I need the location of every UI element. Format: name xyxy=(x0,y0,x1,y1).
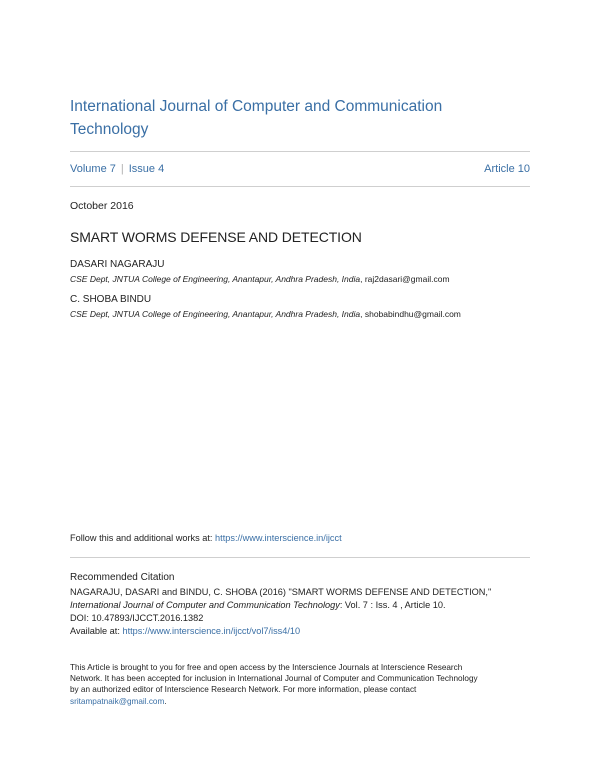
affiliation-text: CSE Dept, JNTUA College of Engineering, Anantapur, Andhra Pradesh, India xyxy=(70,309,361,319)
citation-available xyxy=(70,626,540,636)
notice-line1: This Article is brought to you for free and open access by the Interscience Journals at Interscience Research xyxy=(70,663,463,672)
citation-journal: International Journal of Computer and Communication Technology xyxy=(70,600,340,610)
author-email: , shobabindhu@gmail.com xyxy=(360,309,461,319)
author-name: DASARI NAGARAJU xyxy=(70,259,165,270)
notice-period: . xyxy=(164,696,167,706)
publication-date: October 2016 xyxy=(70,200,134,212)
article-title: SMART WORMS DEFENSE AND DETECTION xyxy=(70,229,362,245)
article-link[interactable]: Article 10 xyxy=(484,163,530,175)
issue-separator: | xyxy=(120,163,124,175)
follow-line xyxy=(70,533,342,543)
citation-heading: Recommended Citation xyxy=(70,572,175,583)
follow-text: Follow this and additional works at: xyxy=(70,533,216,543)
citation-doi: DOI: 10.47893/IJCCT.2016.1382 xyxy=(70,613,204,623)
author-email: , raj2dasari@gmail.com xyxy=(360,274,450,284)
volume-link[interactable]: Volume 7 xyxy=(70,163,116,175)
notice-line2: Network. It has been accepted for inclusion in International Journal of Computer and Communication Technology xyxy=(70,674,478,684)
journal-title-line2[interactable]: Technology xyxy=(70,121,149,138)
affiliation-text: CSE Dept, JNTUA College of Engineering, Anantapur, Andhra Pradesh, India xyxy=(70,274,361,284)
journal-title[interactable] xyxy=(70,95,470,141)
author-affiliation xyxy=(70,309,540,319)
top-divider xyxy=(70,151,530,152)
author-affiliation xyxy=(70,274,540,284)
issue-bar xyxy=(70,163,530,175)
journal-title-line1[interactable]: International Journal of Computer and Communication xyxy=(70,98,443,115)
notice-line3: by an authorized editor of Interscience Research Network. For more information, please contact xyxy=(70,685,417,695)
citation-line2 xyxy=(70,600,540,610)
issue-divider xyxy=(70,186,530,187)
author-name: C. SHOBA BINDU xyxy=(70,294,152,305)
citation-divider xyxy=(70,557,530,558)
contact-email-link[interactable]: sritampatnaik@gmail.com xyxy=(70,696,165,706)
notice-line4 xyxy=(70,696,530,707)
available-url-link[interactable]: https://www.interscience.in/ijcct/vol7/iss4/10 xyxy=(122,626,301,636)
access-notice xyxy=(70,662,530,707)
issue-link[interactable]: Issue 4 xyxy=(128,163,165,175)
citation-volume-info: : Vol. 7 : Iss. 4 , Article 10. xyxy=(339,600,446,610)
citation-line1: NAGARAJU, DASARI and BINDU, C. SHOBA (2016) "SMART WORMS DEFENSE AND DETECTION," xyxy=(70,587,492,597)
available-label: Available at: xyxy=(70,626,123,636)
follow-url-link[interactable]: https://www.interscience.in/ijcct xyxy=(215,533,342,543)
